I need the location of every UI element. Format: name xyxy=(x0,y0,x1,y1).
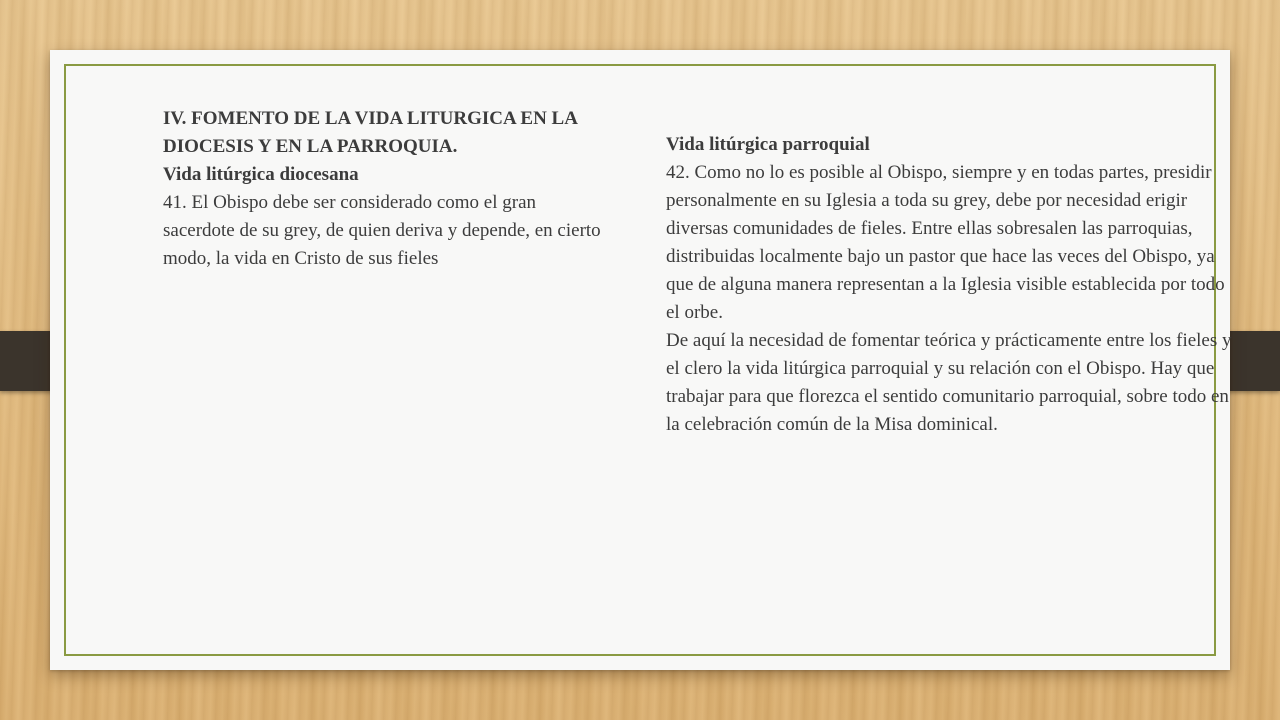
parish-subheading: Vida litúrgica parroquial xyxy=(666,134,870,155)
right-text-column xyxy=(666,131,1236,439)
paragraph-41: 41. El Obispo debe ser considerado como el gran sacerdote de su grey, de quien deriva y depende, en cierto modo, la vida en Cristo de sus fieles xyxy=(163,192,601,269)
section-heading: IV. FOMENTO DE LA VIDA LITURGICA EN LA DIOCESIS Y EN LA PARROQUIA. xyxy=(163,108,577,157)
left-text-column xyxy=(163,105,603,273)
slide-paper xyxy=(50,50,1230,670)
paragraph-42-continued: De aquí la necesidad de fomentar teórica y prácticamente entre los fieles y el clero la vida litúrgica parroquial y su relación con el Obispo. Hay que trabajar para que florezca el sentido comunitario parroquial, sobre todo en la celebración común de la Misa dominical. xyxy=(666,330,1232,435)
paragraph-42: 42. Como no lo es posible al Obispo, siempre y en todas partes, presidir personalmente en su Iglesia a toda su grey, debe por necesidad erigir diversas comunidades de fieles. Entre ellas sobresalen las parroquias, distribuidas localmente bajo un pastor que hace las veces del Obispo, ya que de alguna manera representan a la Iglesia visible establecida por todo el orbe. xyxy=(666,162,1225,323)
diocesan-subheading: Vida litúrgica diocesana xyxy=(163,164,359,185)
